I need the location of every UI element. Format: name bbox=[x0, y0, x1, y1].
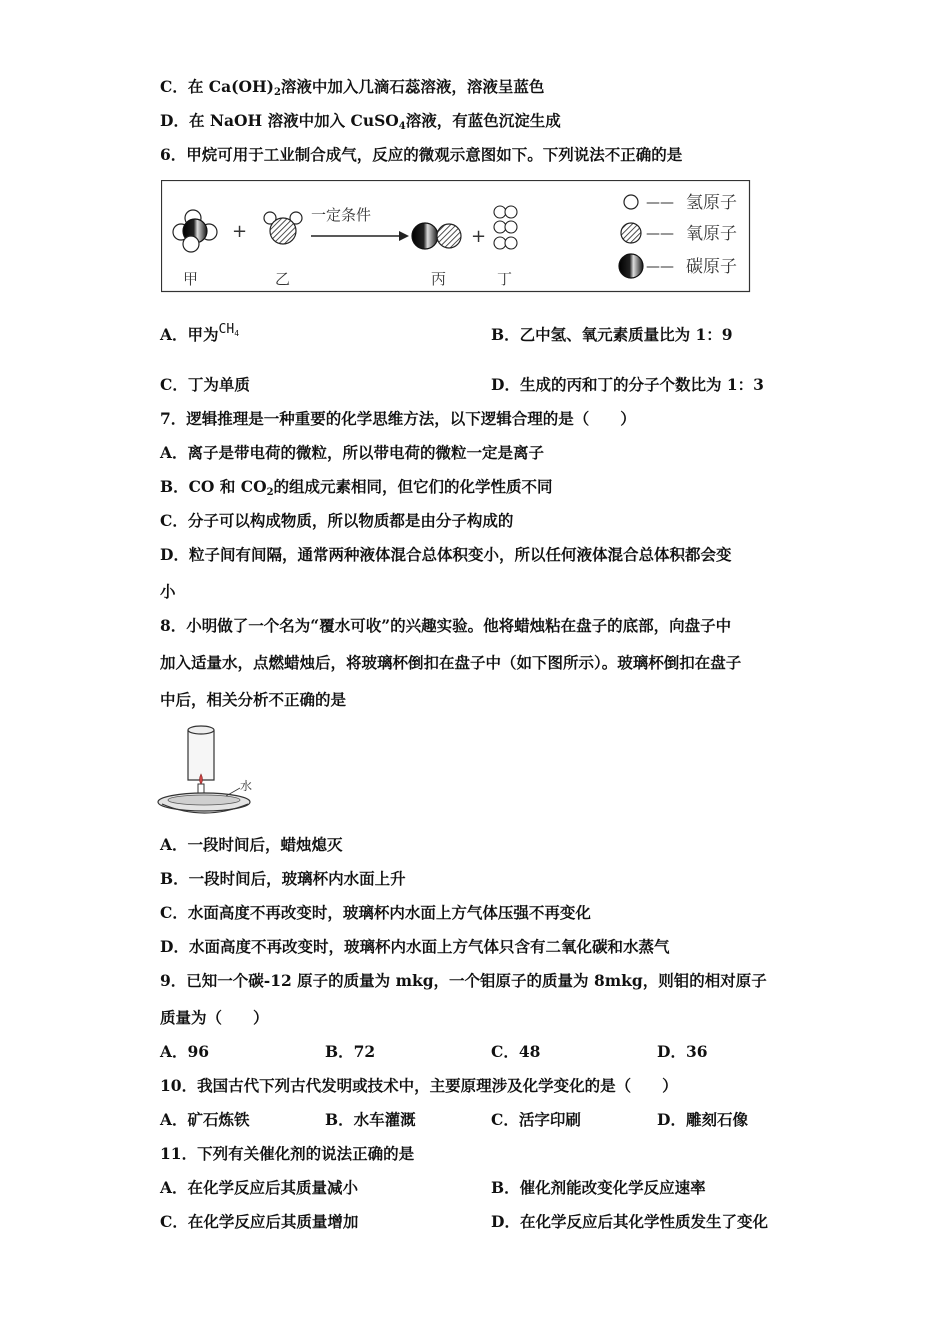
inverted-glass-figure bbox=[156, 722, 256, 822]
oxygen-atom bbox=[270, 218, 296, 244]
q11-option-b: B．催化剂能改变化学反应速率 bbox=[491, 1178, 706, 1197]
label-jia: 甲 bbox=[183, 270, 199, 288]
q8-option-c: C．水面高度不再改变时，玻璃杯内水面上方气体压强不再变化 bbox=[160, 903, 591, 922]
label-bing: 丙 bbox=[431, 270, 447, 288]
q9-stem-line1: 9．已知一个碳-12 原子的质量为 mkg，一个钼原子的质量为 8mkg，则钼的相对原子 bbox=[160, 971, 767, 990]
q8-option-a: A．一段时间后，蜡烛熄灭 bbox=[160, 835, 343, 854]
q8-stem-line3: 中后，相关分析不正确的是 bbox=[160, 690, 347, 709]
svg-text:——: —— bbox=[646, 195, 674, 211]
label-yi: 乙 bbox=[275, 270, 291, 288]
q7-stem: 7．逻辑推理是一种重要的化学思维方法，以下逻辑合理的是（ ） bbox=[160, 409, 636, 428]
q5-c-text: C．在 Ca(OH) bbox=[160, 77, 274, 96]
q5-d-text: D．在 NaOH 溶液中加入 CuSO bbox=[160, 111, 399, 130]
q6-option-a bbox=[160, 322, 240, 351]
q6-a-text: A．甲为 bbox=[160, 325, 219, 344]
q7-option-a: A．离子是带电荷的微粒，所以带电荷的微粒一定是离子 bbox=[160, 443, 545, 462]
q9-option-d: D．36 bbox=[657, 1042, 708, 1061]
label-ding: 丁 bbox=[497, 270, 513, 288]
q7-option-c: C．分子可以构成物质，所以物质都是由分子构成的 bbox=[160, 511, 514, 530]
q7-option-d-cont: 小 bbox=[160, 582, 176, 601]
legend-carbon-label: 碳原子 bbox=[686, 257, 737, 277]
legend-carbon-icon bbox=[619, 254, 643, 278]
q5-option-d bbox=[160, 111, 561, 137]
q5-d-subscript: 4 bbox=[398, 121, 406, 132]
q6-stem: 6．甲烷可用于工业制合成气，反应的微观示意图如下。下列说法不正确的是 bbox=[160, 145, 683, 164]
q9-option-c: C．48 bbox=[491, 1042, 541, 1061]
svg-text:——: —— bbox=[646, 226, 674, 242]
q5-option-c bbox=[160, 77, 544, 103]
q6-a-formula: CH4 bbox=[218, 322, 240, 338]
legend-oxygen-label: 氧原子 bbox=[686, 224, 737, 244]
legend-hydrogen-label: 氢原子 bbox=[686, 193, 737, 213]
reaction-condition: 一定条件 bbox=[311, 206, 372, 224]
q9-option-a: A．96 bbox=[160, 1042, 210, 1061]
plus-sign-2: + bbox=[471, 226, 487, 247]
carbon-atom bbox=[412, 223, 438, 249]
q10-option-c: C．活字印刷 bbox=[491, 1110, 581, 1129]
q10-option-a: A．矿石炼铁 bbox=[160, 1110, 250, 1129]
q10-option-b: B．水车灌溉 bbox=[325, 1110, 416, 1129]
q8-stem-line2: 加入适量水，点燃蜡烛后，将玻璃杯倒扣在盘子中（如下图所示）。玻璃杯倒扣在盘子 bbox=[160, 653, 742, 672]
legend-oxygen-icon bbox=[621, 223, 641, 243]
q8-option-b: B．一段时间后，玻璃杯内水面上升 bbox=[160, 869, 406, 888]
q11-option-c: C．在化学反应后其质量增加 bbox=[160, 1212, 359, 1231]
water-surface bbox=[168, 795, 240, 805]
q11-option-a: A．在化学反应后其质量减小 bbox=[160, 1178, 359, 1197]
water-label: 水 bbox=[240, 779, 253, 793]
q8-option-d: D．水面高度不再改变时，玻璃杯内水面上方气体只含有二氧化碳和水蒸气 bbox=[160, 937, 670, 956]
q11-stem: 11．下列有关催化剂的说法正确的是 bbox=[160, 1144, 415, 1163]
q11-option-d: D．在化学反应后其化学性质发生了变化 bbox=[491, 1212, 768, 1231]
q10-option-d: D．雕刻石像 bbox=[657, 1110, 748, 1129]
svg-text:——: —— bbox=[646, 259, 674, 275]
q5-c-subscript: 2 bbox=[273, 87, 281, 98]
q9-stem-line2: 质量为（ ） bbox=[160, 1008, 269, 1027]
q6-option-d: D．生成的丙和丁的分子个数比为 1：3 bbox=[491, 375, 764, 394]
reaction-diagram bbox=[161, 180, 751, 293]
legend-hydrogen-icon bbox=[624, 195, 638, 209]
q6-option-b: B．乙中氢、氧元素质量比为 1：9 bbox=[491, 325, 733, 344]
q7-option-b: B．CO 和 $CO_2$的组成元素相同，但它们的化学性质不同 bbox=[160, 477, 553, 498]
glass-cup bbox=[188, 730, 214, 780]
hydrogen-molecules bbox=[494, 206, 517, 249]
q7-option-d: D．粒子间有间隔，通常两种液体混合总体积变小，所以任何液体混合总体积都会变 bbox=[160, 545, 732, 564]
q9-option-b: B．72 bbox=[325, 1042, 376, 1061]
plus-sign-1: + bbox=[232, 221, 248, 242]
hydrogen-atom bbox=[183, 236, 199, 252]
q6-option-c: C．丁为单质 bbox=[160, 375, 250, 394]
q10-stem: 10．我国古代下列古代发明或技术中，主要原理涉及化学变化的是（ ） bbox=[160, 1076, 678, 1095]
q5-c-text-rest: 溶液中加入几滴石蕊溶液，溶液呈蓝色 bbox=[280, 77, 545, 96]
q8-stem-line1: 8．小明做了一个名为“覆水可收”的兴趣实验。他将蜡烛粘在盘子的底部，向盘子中 bbox=[160, 616, 732, 635]
q5-d-text-rest: 溶液，有蓝色沉淀生成 bbox=[405, 111, 561, 130]
oxygen-atom bbox=[437, 224, 461, 248]
